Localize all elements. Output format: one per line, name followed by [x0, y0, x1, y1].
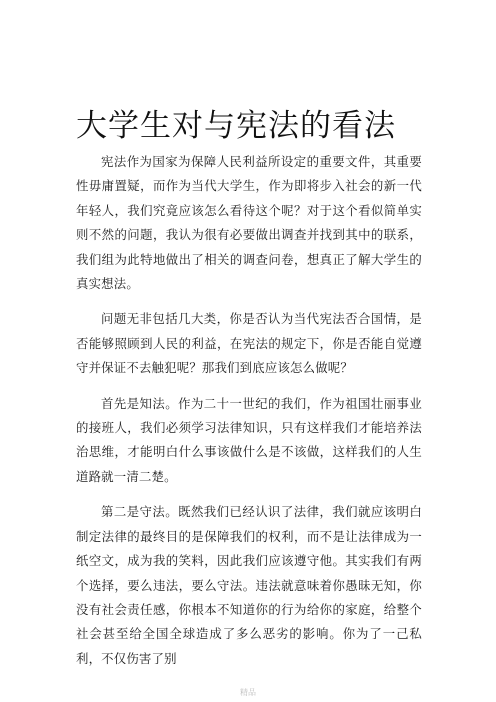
paragraph-2: 问题无非包括几大类，你是否认为当代宪法否合国情，是否能够照顾到人民的利益，在宪法的规定下，你是否能自觉遵守并保证不去触犯呢？那我们到底应该怎么做呢？ — [76, 311, 422, 376]
paragraph-1: 宪法作为国家为保障人民利益所设定的重要文件，其重要性毋庸置疑，而作为当代大学生，作为即将步入社会的新一代年轻人，我们究竟应该怎么看待这个呢？对于这个看似简单实则不然的问题，我认为很有必要做出调查并找到其中的联系，我们组为此特地做出了相关的调查问卷，想真正了解大学生的真实想法。 — [76, 154, 422, 292]
document-body — [76, 150, 422, 682]
paragraph-4: 第二是守法。既然我们已经认识了法律，我们就应该明白制定法律的最终目的是保障我们的权利，而不是让法律成为一纸空文，成为我的笑料，因此我们应该遵守他。其实我们有两个选择，要么违法，要么守法。违法就意味着你愚昧无知，你没有社会责任感，你根本不知道你的行为给你的家庭，给整个社会甚至给全国全球造成了多么恶劣的影响。你为了一己私利，不仅伤害了别 — [76, 504, 422, 666]
document-title: 大学生对与宪法的看法 — [76, 108, 396, 144]
footer-watermark: 精品 — [240, 688, 256, 697]
paragraph-3: 首先是知法。作为二十一世纪的我们，作为祖国壮丽事业的接班人，我们必须学习法律知识，只有这样我们才能培养法治思维，才能明白什么事该做什么是不该做，这样我们的人生道路就一清二楚。 — [76, 395, 422, 484]
